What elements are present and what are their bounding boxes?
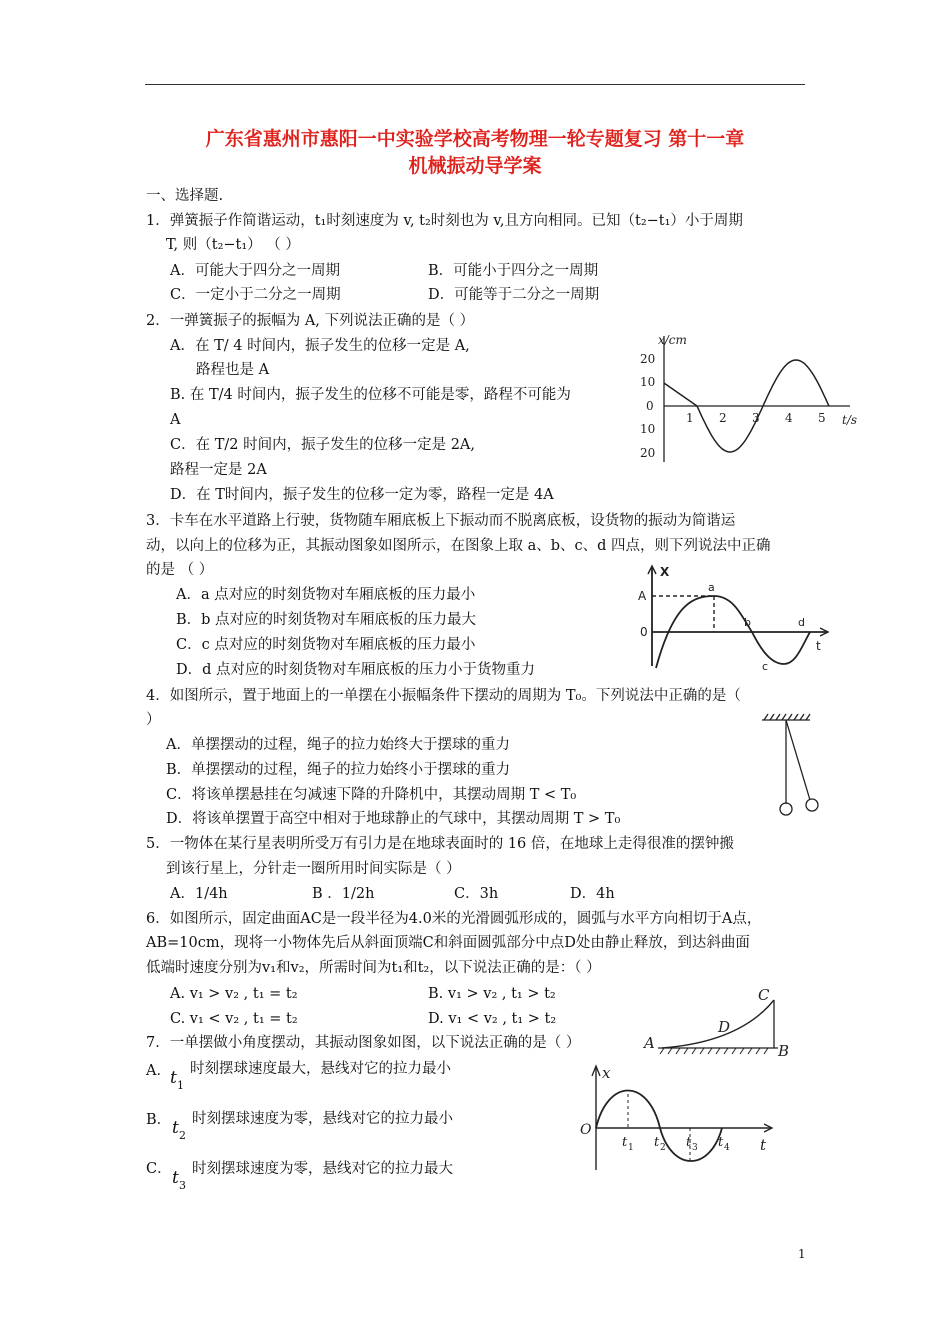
q2-ytick-10-bottom: 10 [640,422,656,436]
q6-stem-line2: AB=10cm，现将一小物体先后从斜面顶端C和斜面圆弧部分中点D处由静止释放，到达斜曲面 [146,935,750,951]
q7-option-b-sub: 2 [179,1129,186,1142]
q2-ylabel: x/cm [658,333,687,347]
q7-option-c-label: C． [146,1161,172,1177]
q5-stem-line2: 到该行星上，分针走一圈所用时间实际是（ ） [166,861,461,877]
section-heading: 一、选择题. [146,188,224,204]
q4-pendulum-figure [756,712,826,822]
q7-t1-sub: 1 [628,1143,634,1153]
q1-stem-line1: 1．弹簧振子作简谐运动，t₁时刻速度为 v, t₂时刻也为 v,且方向相同。已知（t₂−t₁）小于周期 [146,213,743,229]
q6-stem-line1: 6．如图所示，固定曲面AC是一段半径为4.0米的光滑圆弧形成的，圆弧与水平方向相切于A点， [146,911,762,927]
q7-t1: t [622,1135,628,1150]
q4-option-a: A．单摆摆动的过程，绳子的拉力始终大于摆球的重力 [166,737,510,753]
q7-origin: O [580,1122,592,1138]
q7-option-a-t: t [170,1068,177,1088]
q7-option-b-text: 时刻摆球速度为零，悬线对它的拉力最小 [192,1111,453,1127]
q2-xt-graph [632,330,862,470]
q2-ytick-10-top: 10 [640,375,656,389]
q6-label-a: A [644,1034,655,1052]
q7-option-a-label: A． [146,1063,171,1079]
q7-t-label: t [760,1136,767,1154]
q7-t3: t [686,1135,692,1150]
q6-option-c: C. v₁ < v₂ , t₁ = t₂ [170,1011,298,1027]
q2-stem: 2．一弹簧振子的振幅为 A, 下列说法正确的是（ ） [146,313,475,329]
q6-label-d: D [718,1018,731,1036]
q3-point-c: c [762,660,769,673]
q5-option-a: A．1/4h [170,886,228,902]
q3-option-a: A．a 点对应的时刻货物对车厢底板的压力最小 [176,587,476,603]
q6-arc-figure [640,984,800,1064]
q2-xtick-4: 4 [785,411,793,425]
q6-option-b: B. v₁ > v₂ , t₁ > t₂ [428,986,556,1002]
q7-option-a-sub: 1 [177,1079,184,1092]
q2-xtick-5: 5 [818,411,826,425]
q5-option-b: B ．1/2h [312,886,375,902]
q2-option-a-line2: 路程也是 A [196,362,270,378]
q3-point-a: a [708,581,715,594]
q7-t2: t [654,1135,660,1150]
q2-xtick-1: 1 [686,411,694,425]
q3-x-axis-label: X [660,565,670,579]
doc-title-line-2: 机械振动导学案 [408,155,542,177]
q2-xlabel: t/s [842,413,858,427]
q2-option-d: D．在 T时间内，振子发生的位移一定为零，路程一定是 4A [170,487,554,503]
q2-xtick-2: 2 [719,411,727,425]
q7-t4-sub: 4 [724,1143,730,1153]
q7-pendulum-graph [576,1062,776,1172]
q2-option-b-line1: B. 在 T/4 时间内，振子发生的位移不可能是零，路程不可能为 [170,387,571,403]
q6-option-a: A. v₁ > v₂ , t₁ = t₂ [170,986,298,1002]
q2-option-b-line2: A [170,412,181,428]
q3-option-c: C．c 点对应的时刻货物对车厢底板的压力最小 [176,637,476,653]
q7-option-c-t: t [172,1168,179,1188]
q3-point-b: b [744,616,751,629]
q7-option-c-text: 时刻摆球速度为零，悬线对它的拉力最大 [192,1161,453,1177]
q1-option-a: A．可能大于四分之一周期 [170,263,340,279]
doc-title-line-1: 广东省惠州市惠阳一中实验学校高考物理一轮专题复习 第十一章 [205,128,745,150]
q3-point-d: d [798,616,805,629]
q5-option-d: D．4h [570,886,615,902]
header-rule [145,84,805,85]
q6-stem-line3: 低端时速度分别为v₁和v₂，所需时间为t₁和t₂，以下说法正确的是：（ ） [146,960,601,976]
q7-x-label: x [602,1064,611,1082]
q2-ytick-0: 0 [646,399,654,413]
q7-t2-sub: 2 [660,1143,666,1153]
q3-vibration-graph [634,562,834,674]
q2-ytick-20-bottom: 20 [640,446,656,460]
q4-option-c: C．将该单摆悬挂在匀减速下降的升降机中，其摆动周期 T < T₀ [166,787,577,803]
q7-option-b-t: t [172,1118,179,1138]
q2-option-c-line2: 路程一定是 2A [170,462,267,478]
q3-stem-line1: 3．卡车在水平道路上行驶，货物随车厢底板上下振动而不脱离底板，设货物的振动为简谐运 [146,513,736,529]
q7-option-a-text: 时刻摆球速度最大，悬线对它的拉力最小 [190,1061,451,1077]
q1-option-b: B．可能小于四分之一周期 [428,263,599,279]
q3-origin-label: 0 [640,625,648,639]
q4-stem-line1: 4．如图所示，置于地面上的一单摆在小振幅条件下摆动的周期为 T₀。下列说法中正确的是（ [146,688,741,704]
q3-stem-line2: 动，以向上的位移为正，其振动图象如图所示，在图象上取 a、b、c、d 四点，则下列说法中正确 [146,538,771,554]
page-number: 1 [798,1247,806,1261]
q2-xtick-3: 3 [752,411,760,425]
q2-ytick-20-top: 20 [640,352,656,366]
q3-t-axis-label: t [816,639,821,653]
q5-stem-line1: 5．一物体在某行星表明所受万有引力是在地球表面时的 16 倍，在地球上走得很准的摆钟搬 [146,836,734,852]
q3-stem-line3: 的是 （ ） [146,562,214,578]
q6-label-c: C [758,986,770,1004]
q3-amplitude-label: A [638,589,647,603]
q2-option-a-line1: A．在 T/ 4 时间内，振子发生的位移一定是 A, [170,338,470,354]
q7-t4: t [718,1135,724,1150]
q7-stem: 7．一单摆做小角度摆动，其振动图象如图，以下说法正确的是（ ） [146,1035,581,1051]
q7-option-c-sub: 3 [179,1179,186,1192]
q2-option-c-line1: C．在 T/2 时间内，振子发生的位移一定是 2A, [170,437,476,453]
q1-option-c: C．一定小于二分之一周期 [170,287,341,303]
q7-t3-sub: 3 [692,1143,698,1153]
q4-stem-line2: ） [146,712,161,728]
q4-option-b: B．单摆摆动的过程，绳子的拉力始终小于摆球的重力 [166,762,511,778]
q5-option-c: C．3h [454,886,499,902]
q7-option-b-label: B． [146,1112,172,1128]
q6-label-b: B [778,1042,790,1060]
q4-option-d: D．将该单摆置于高空中相对于地球静止的气球中，其摆动周期 T > T₀ [166,811,621,827]
q3-option-d: D．d 点对应的时刻货物对车厢底板的压力小于货物重力 [176,662,536,678]
q1-option-d: D．可能等于二分之一周期 [428,287,600,303]
q1-stem-line2: T, 则（t₂−t₁） （ ） [166,237,300,253]
q6-option-d: D. v₁ < v₂ , t₁ > t₂ [428,1011,557,1027]
q3-option-b: B．b 点对应的时刻货物对车厢底板的压力最大 [176,612,477,628]
